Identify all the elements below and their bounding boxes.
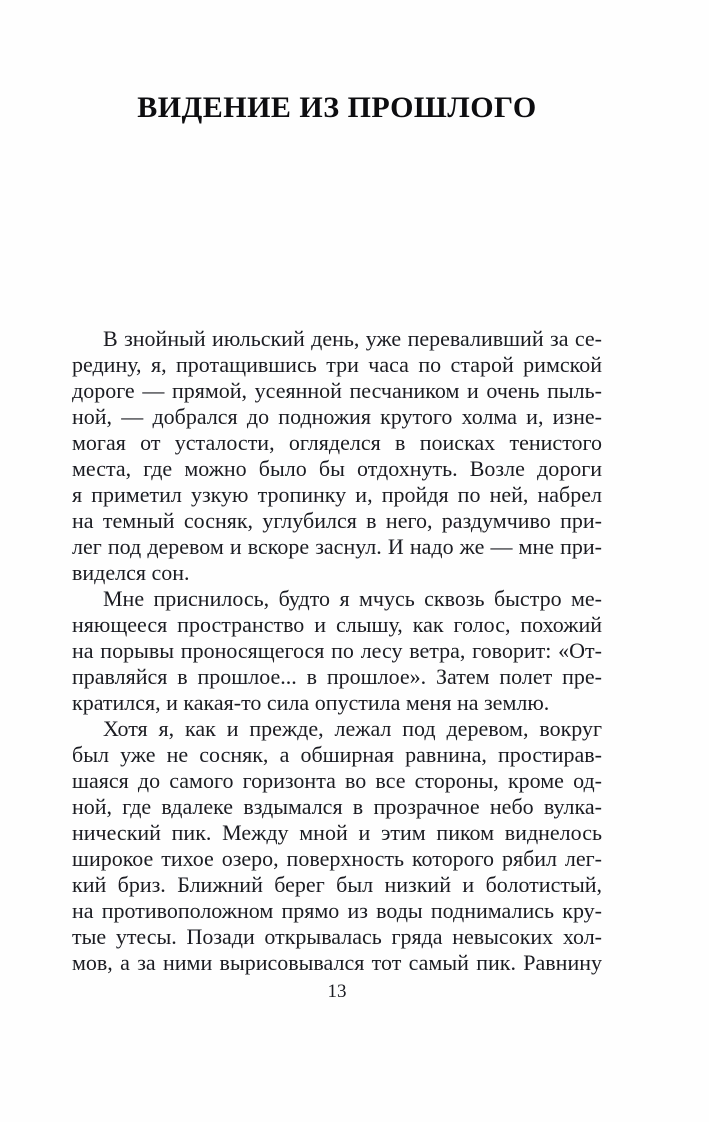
chapter-title: ВИДЕНИЕ ИЗ ПРОШЛОГО (137, 91, 537, 124)
text-line: могая от усталости, огляделся в поисках тенистого (72, 430, 602, 455)
text-line: виделся сон. (72, 560, 190, 585)
text-line: широкое тихое озеро, поверхность которого рябил лег- (72, 846, 602, 871)
paragraph (72, 326, 602, 586)
text-line: был уже не сосняк, а обширная равнина, простирав- (72, 742, 602, 767)
text-line: редину, я, протащившись три часа по старой римской (72, 352, 602, 377)
text-line: шаяся до самого горизонта во все стороны, кроме од- (72, 768, 602, 793)
text-line: правляйся в прошлое... в прошлое». Затем полет пре- (72, 664, 602, 689)
text-line: няющееся пространство и слышу, как голос, похожий (72, 612, 602, 637)
text-line: кий бриз. Ближний берег был низкий и болотистый, (72, 872, 602, 897)
text-line: нический пик. Между мной и этим пиком виднелось (72, 820, 602, 845)
text-line: ной, — добрался до подножия крутого холма и, изне- (72, 404, 602, 429)
paragraph (72, 716, 602, 976)
text-line: я приметил узкую тропинку и, пройдя по ней, набрел (72, 482, 602, 507)
text-line: дороге — прямой, усеянной песчаником и очень пыль- (72, 378, 602, 403)
paragraph (72, 586, 602, 716)
text-line: мов, а за ними вырисовывался тот самый пик. Равнину (72, 950, 602, 975)
text-line: Хотя я, как и прежде, лежал под деревом, вокруг (103, 716, 602, 741)
page-number: 13 (327, 981, 347, 1002)
text-line: лег под деревом и вскоре заснул. И надо же — мне при- (72, 534, 602, 559)
text-line: Мне приснилось, будто я мчусь сквозь быстро ме- (103, 586, 602, 611)
text-line: на противоположном прямо из воды поднимались кру- (72, 898, 602, 923)
text-line: В знойный июльский день, уже переваливший за се- (103, 326, 602, 351)
text-line: кратился, и какая-то сила опустила меня на землю. (72, 690, 550, 715)
text-line: тые утесы. Позади открывалась гряда невысоких хол- (72, 924, 602, 949)
text-line: на темный сосняк, углубился в него, раздумчиво при- (72, 508, 602, 533)
text-line: ной, где вдалеке вздымался в прозрачное небо вулка- (72, 794, 602, 819)
text-line: места, где можно было бы отдохнуть. Возле дороги (72, 456, 602, 481)
text-line: на порывы проносящегося по лесу ветра, говорит: «От- (72, 638, 602, 663)
page-body (72, 326, 602, 976)
